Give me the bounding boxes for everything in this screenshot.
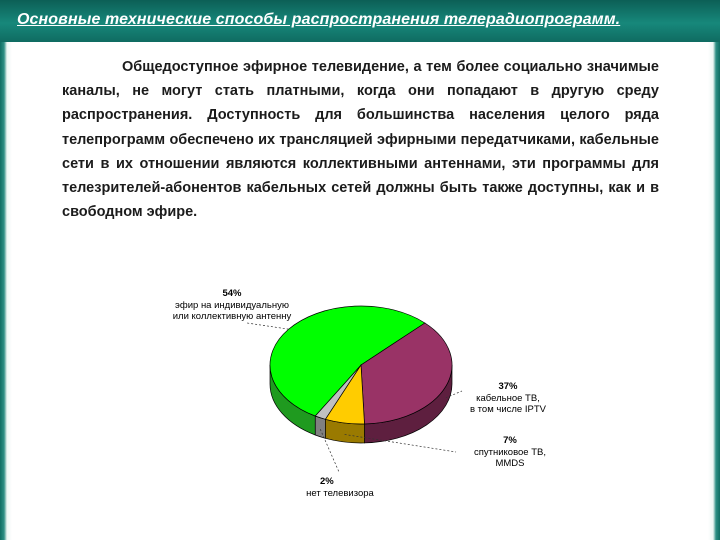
leader-line-air — [247, 323, 289, 329]
slide-title: Основные технические способы распространения телерадиопрограмм. — [17, 11, 621, 28]
slice-value-no-tv: 2% — [320, 476, 334, 487]
slice-label-no-tv: 2% нет телевизора — [290, 476, 390, 499]
slice-value-cable: 37% — [498, 381, 518, 392]
body-paragraph: Общедоступное эфирное телевидение, а тем более социально значимые каналы, не могут стать платными, когда они попадают в другую среду распространения. Доступность для большинства населения целого ряда телепрограмм обеспечено их трансляцией эфирными передатчиками, кабельные сети в их отношении являются коллективными антеннами, эти программы для телезрителей-абонентов кабельных сетей должны быть также доступны, как и в свободном эфире. — [62, 59, 659, 221]
slice-label-cable: 37% кабельное ТВ, в том числе IPTV — [458, 381, 558, 416]
pie-side-no-tv — [315, 416, 325, 438]
slice-value-satellite: 7% — [503, 435, 517, 446]
slice-value-air: 54% — [222, 288, 242, 299]
slice-label-satellite: 7% спутниковое ТВ, MMDS — [460, 435, 560, 470]
slice-label-air: 54% эфир на индивидуальную или коллективную антенну — [166, 288, 298, 323]
pie-tops — [270, 306, 452, 424]
